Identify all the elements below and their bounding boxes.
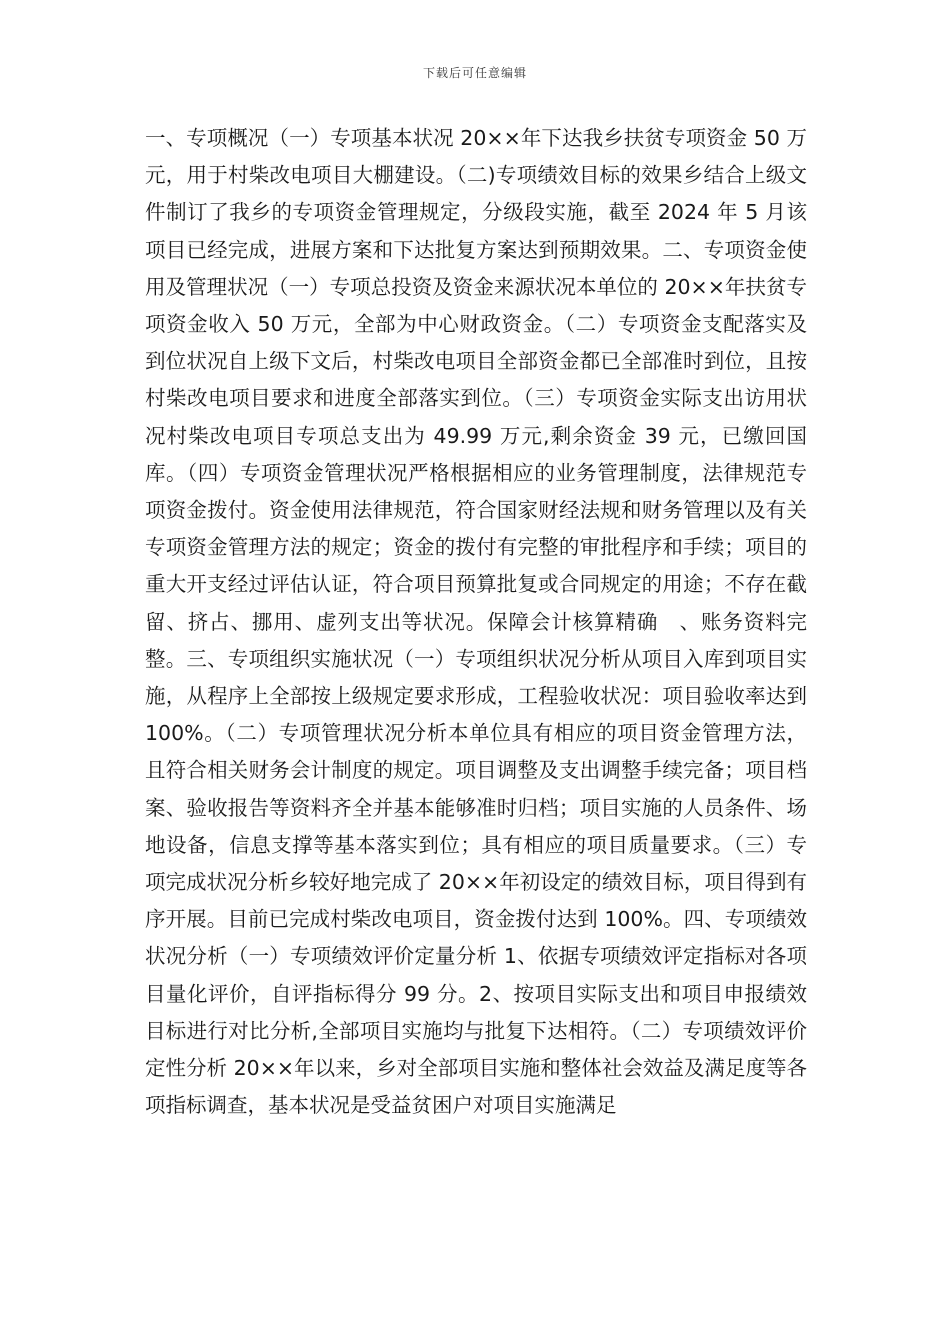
body-paragraph: 一、专项概况（一）专项基本状况 20××年下达我乡扶贫专项资金 50 万元，用于村柴改电项目大棚建设。（二)专项绩效目标的效果乡结合上级文件制订了我乡的专项资金管理规定，分级段实施，截至 2024 年 5 月该项目已经完成，进展方案和下达批复方案达到预期效果。二、专项资金使用及管理状况（一）专项总投资及资金来源状况本单位的 20××年扶贫专项资金收入 50 万元，全部为中心财政资金。（二）专项资金支配落实及到位状况自上级下文后，村柴改电项目全部资金都已全部准时到位，且按村柴改电项目要求和进度全部落实到位。（三）专项资金实际支出访用状况村柴改电项目专项总支出为 49.99 万元,剩余资金 39 元，已缴回国库。（四）专项资金管理状况严格根据相应的业务管理制度，法律规范专项资金拨付。资金使用法律规范，符合国家财经法规和财务管理以及有关专项资金管理方法的规定；资金的拨付有完整的审批程序和手续；项目的重大开支经过评估认证，符合项目预算批复或合同规定的用途；不存在截留、挤占、挪用、虚列支出等状况。保障会计核算精确 、账务资料完整。三、专项组织实施状况（一）专项组织状况分析从项目入库到项目实施，从程序上全部按上级规定要求形成，工程验收状况：项目验收率达到 100%。（二）专项管理状况分析本单位具有相应的项目资金管理方法，且符合相关财务会计制度的规定。项目调整及支出调整手续完备；项目档案、验收报告等资料齐全并基本能够准时归档；项目实施的人员条件、场地设备，信息支撑等基本落实到位；具有相应的项目质量要求。（三）专项完成状况分析乡较好地完成了 20××年初设定的绩效目标，项目得到有序开展。目前已完成村柴改电项目，资金拨付达到 100%。四、专项绩效状况分析（一）专项绩效评价定量分析 1、依据专项绩效评定指标对各项目量化评价，自评指标得分 99 分。2、按项目实际支出和项目申报绩效目标进行对比分析,全部项目实施均与批复下达相符。（二）专项绩效评价定性分析 20××年以来，乡对全部项目实施和整体社会效益及满足度等各项指标调查，基本状况是受益贫困户对项目实施满足 bbox=[145, 126, 807, 1118]
header-note: 下载后可任意编辑 bbox=[422, 66, 527, 80]
